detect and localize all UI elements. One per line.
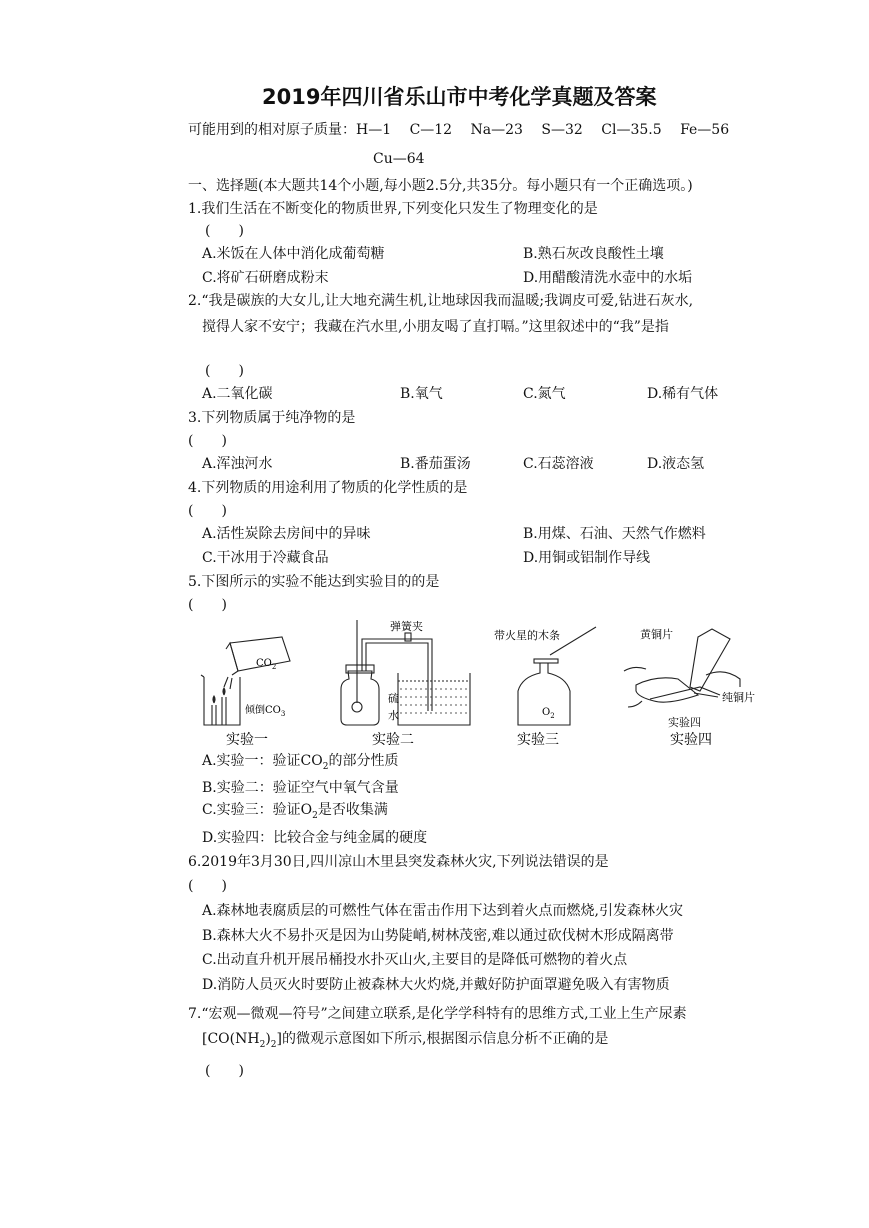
q3-option-b: B.番茄蛋汤: [400, 456, 471, 472]
q6-option-a: A.森林地表腐质层的可燃性气体在雷击作用下达到着火点而燃烧,引发森林火灾: [202, 903, 684, 919]
q5-option-b: B.实验二：验证空气中氧气含量: [202, 780, 399, 796]
q4-option-c: C.干冰用于冷藏食品: [202, 550, 329, 566]
q5-option-c: C.实验三：验证$O_2$是否收集满: [202, 802, 388, 821]
exp4-inner-label: 实验四: [668, 716, 701, 729]
q4-option-a: A.活性炭除去房间中的异味: [202, 526, 371, 542]
answer-bracket: ( ): [205, 1063, 244, 1079]
co2-bottle-label: $CO_2$: [256, 658, 277, 671]
q4-option-b: B.用煤、石油、天然气作燃料: [523, 526, 706, 542]
answer-bracket: ( ): [188, 503, 227, 519]
q1-option-c: C.将矿石研磨成粉末: [202, 270, 329, 286]
experiment-4-caption: 实验四: [670, 732, 712, 748]
question-1-stem: 1.我们生活在不断变化的物质世界,下列变化只发生了物理变化的是: [188, 201, 598, 217]
splint-label: 带火星的木条: [494, 629, 560, 642]
q5-option-d: D.实验四：比较合金与纯金属的硬度: [202, 830, 428, 846]
q1-option-b: B.熟石灰改良酸性土壤: [523, 246, 664, 262]
o2-label: $O_2$: [542, 707, 555, 720]
answer-bracket: ( ): [205, 363, 244, 379]
answer-bracket: ( ): [188, 597, 227, 613]
answer-bracket: ( ): [205, 223, 244, 239]
question-6-stem: 6.2019年3月30日,四川凉山木里县突发森林火灾,下列说法错误的是: [188, 854, 609, 870]
q3-option-d: D.液态氢: [647, 456, 705, 472]
question-7-stem-cont: $[CO(NH_2)_2]$的微观示意图如下所示,根据图示信息分析不正确的是: [202, 1031, 609, 1050]
q6-option-c: C.出动直升机开展吊桶投水扑灭山火,主要目的是降低可燃物的着火点: [202, 952, 628, 968]
question-4-stem: 4.下列物质的用途利用了物质的化学性质的是: [188, 480, 468, 496]
q5-option-a: A.实验一：验证$CO_2$的部分性质: [202, 753, 399, 772]
experiment-2-illustration: [341, 620, 470, 725]
q1-option-a: A.米饭在人体中消化成葡萄糖: [202, 246, 385, 262]
q6-option-d: D.消防人员灭火时要防止被森林大火灼烧,并戴好防护面罩避免吸入有害物质: [202, 977, 670, 993]
experiment-1-caption: 实验一: [226, 732, 268, 748]
brass-label: 黄铜片: [640, 628, 673, 641]
answer-bracket: ( ): [188, 878, 227, 894]
atomic-mass-line-cont: Cu—64: [373, 151, 425, 167]
q2-option-d: D.稀有气体: [647, 386, 719, 402]
pour-co2-label: 倾倒$CO_3$: [245, 705, 286, 718]
q6-option-b: B.森林大火不易扑灭是因为山势陡峭,树林茂密,难以通过砍伐树木形成隔离带: [202, 928, 674, 944]
q4-option-d: D.用铜或铝制作导线: [523, 550, 651, 566]
sulfur-label: 硫: [388, 692, 399, 705]
spring-clip-label: 弹簧夹: [390, 620, 423, 633]
experiment-3-caption: 实验三: [517, 732, 559, 748]
experiment-figure: [0, 615, 869, 765]
page-title: 2019年四川省乐山市中考化学真题及答案: [262, 85, 657, 109]
q2-option-a: A.二氧化碳: [202, 386, 273, 402]
section-heading: 一、选择题(本大题共14个小题,每小题2.5分,共35分。每小题只有一个正确选项。): [188, 178, 693, 194]
atomic-mass-line: 可能用到的相对原子质量：H—1 C—12 Na—23 S—32 Cl—35.5 Fe—56: [188, 122, 730, 138]
question-2-stem-cont: 搅得人家不安宁；我藏在汽水里,小朋友喝了直打嗝。”这里叙述中的“我”是指: [202, 319, 669, 335]
q3-option-a: A.浑浊河水: [202, 456, 273, 472]
question-5-stem: 5.下图所示的实验不能达到实验目的的是: [188, 574, 440, 590]
question-3-stem: 3.下列物质属于纯净物的是: [188, 410, 356, 426]
q2-option-b: B.氧气: [400, 386, 443, 402]
water-label: 水: [388, 709, 399, 722]
experiment-2-caption: 实验二: [372, 732, 414, 748]
q3-option-c: C.石蕊溶液: [523, 456, 594, 472]
q2-option-c: C.氮气: [523, 386, 566, 402]
answer-bracket: ( ): [188, 433, 227, 449]
question-2-stem: 2.“我是碳族的大女儿,让大地充满生机,让地球因我而温暖;我调皮可爱,钻进石灰水,: [188, 293, 694, 309]
copper-label: 纯铜片: [722, 691, 755, 704]
question-7-stem: 7.“宏观—微观—符号”之间建立联系,是化学学科特有的思维方式,工业上生产尿素: [188, 1006, 687, 1022]
q1-option-d: D.用醋酸清洗水壶中的水垢: [523, 270, 693, 286]
